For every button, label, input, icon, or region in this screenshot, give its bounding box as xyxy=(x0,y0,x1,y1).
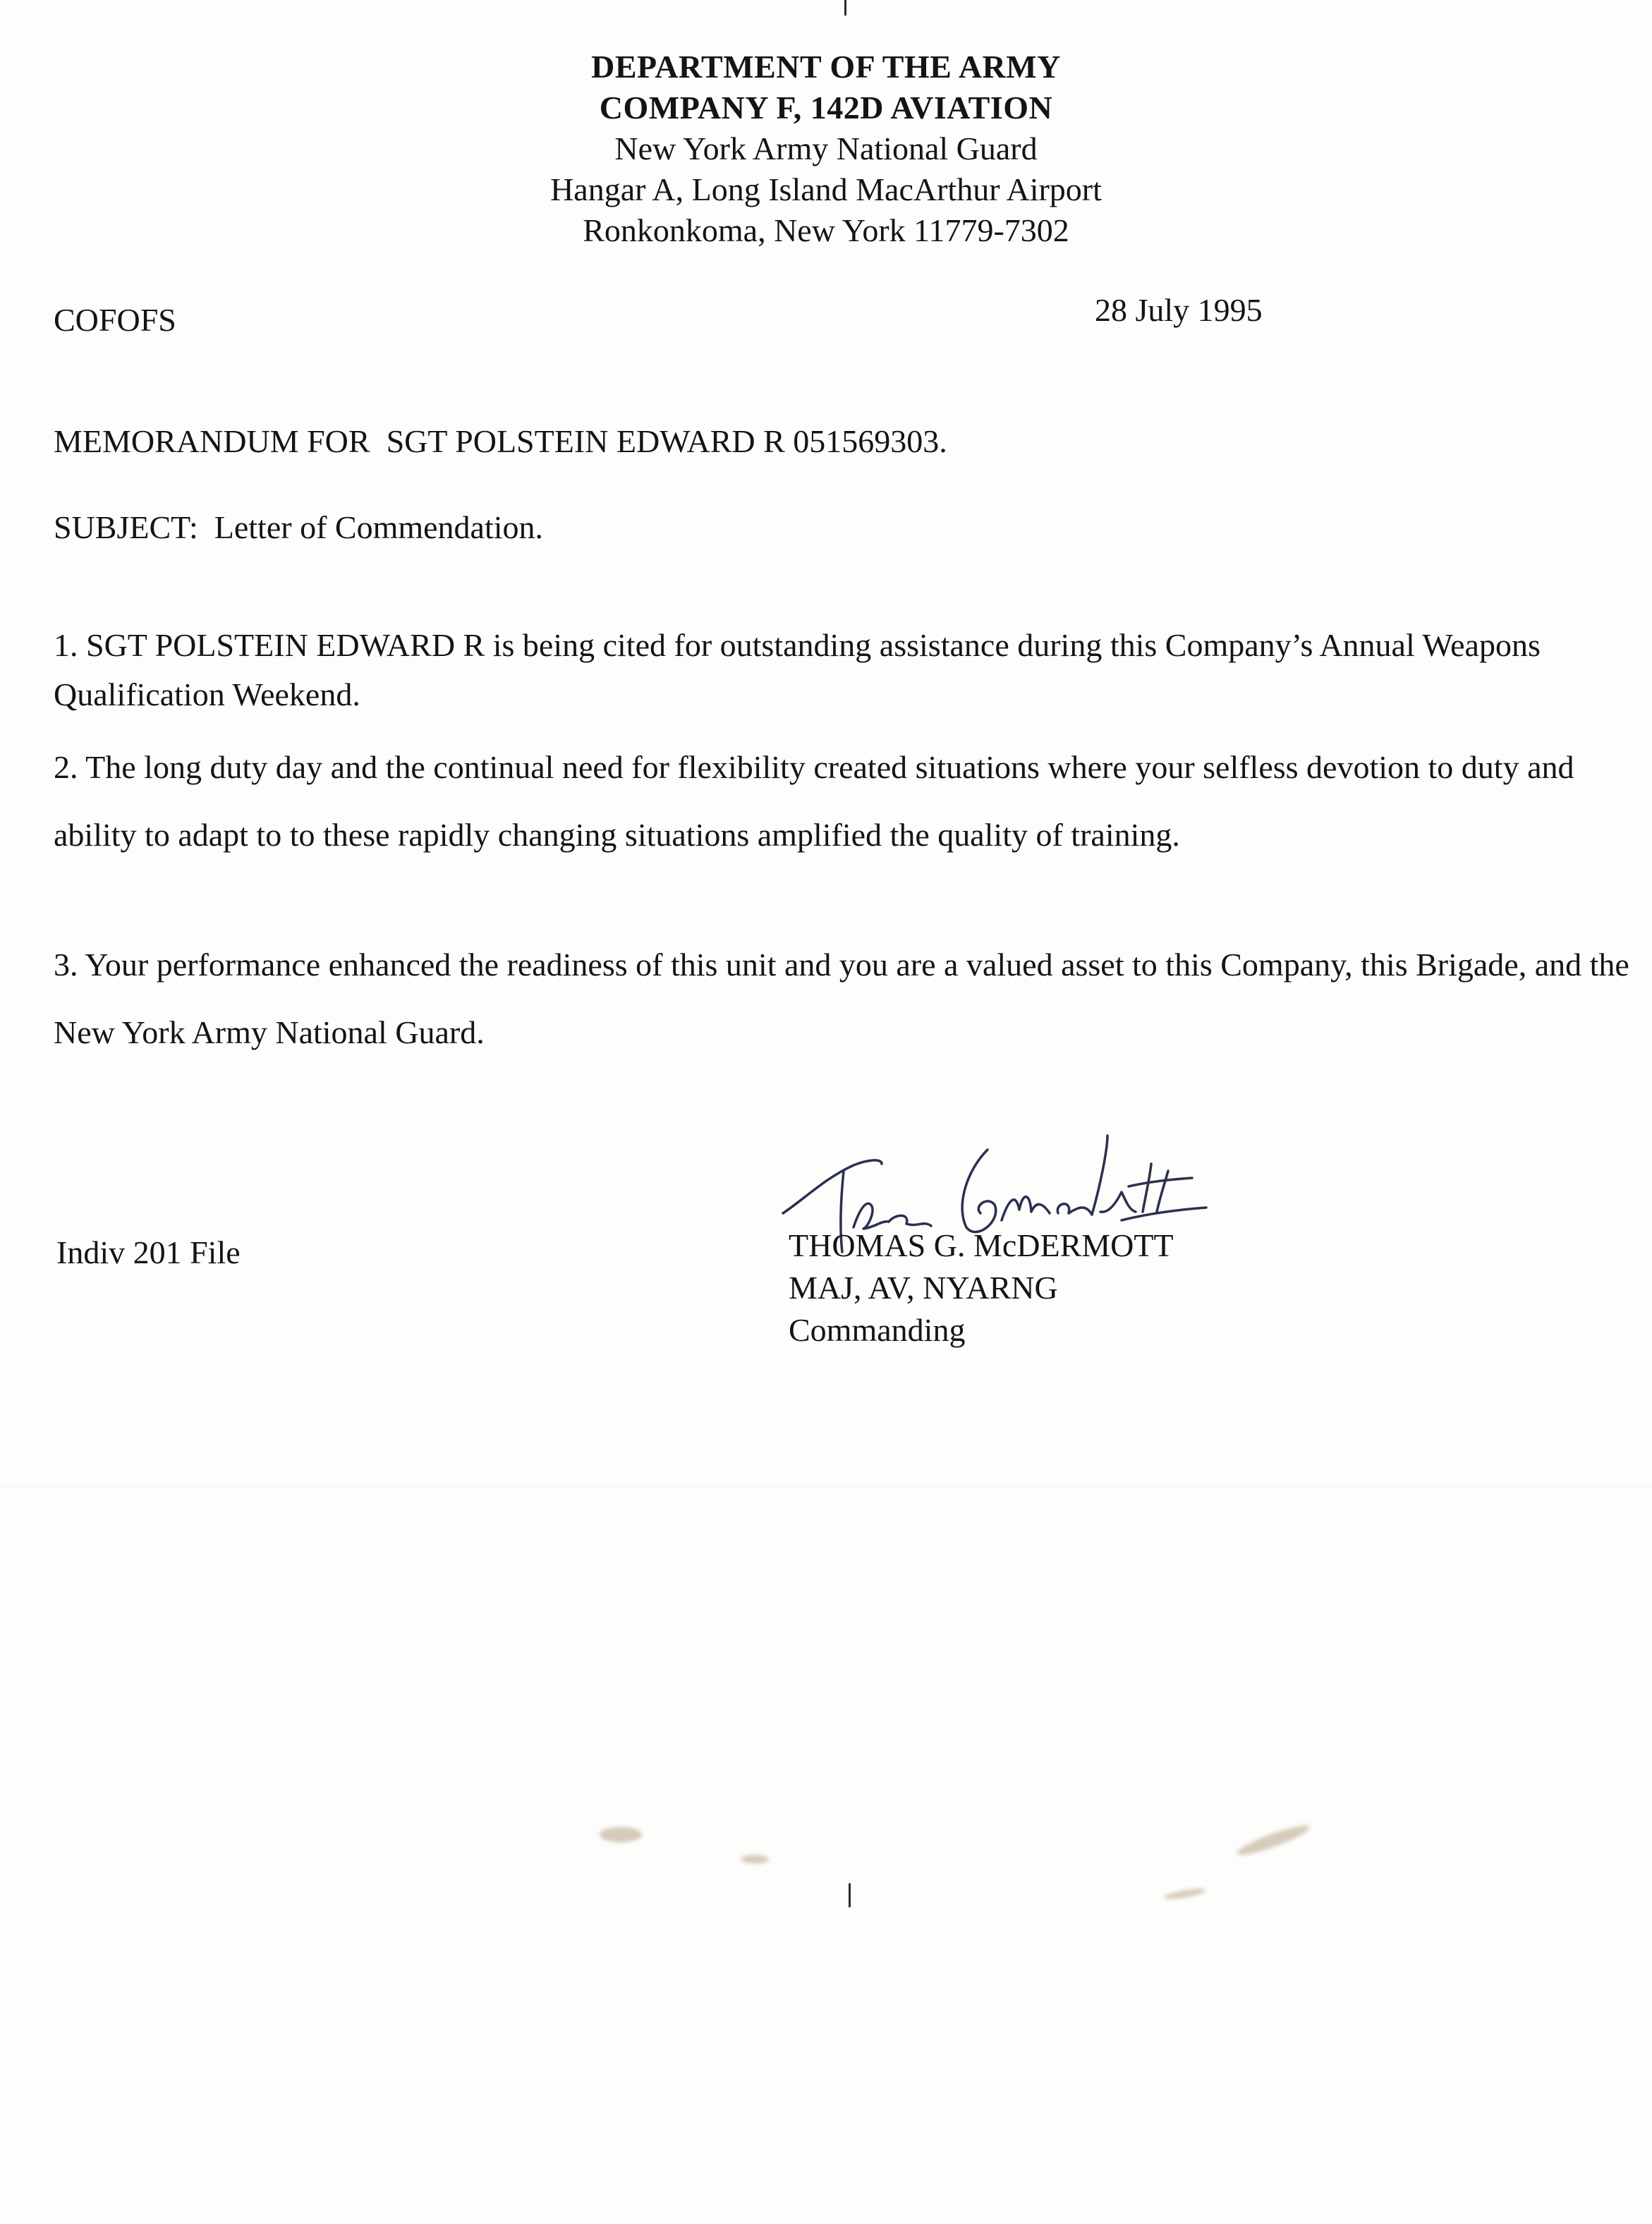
paper-fold-line xyxy=(0,1484,1652,1488)
signer-name: THOMAS G. McDERMOTT xyxy=(789,1227,1174,1263)
signer-rank: MAJ, AV, NYARNG xyxy=(789,1270,1058,1306)
letterhead-department: DEPARTMENT OF THE ARMY xyxy=(591,49,1061,85)
stain-mark xyxy=(741,1855,769,1864)
signature-block xyxy=(789,1225,1174,1351)
stain-mark xyxy=(1164,1887,1207,1901)
stain-mark xyxy=(1234,1821,1312,1860)
subject-line: SUBJECT: Letter of Commendation. xyxy=(54,509,544,545)
paragraph-1: 1. SGT POLSTEIN EDWARD R is being cited for outstanding assistance during this Company’s Annual Weapons Qualification Weekend. xyxy=(54,627,1541,712)
paragraph-3: 3. Your performance enhanced the readiness of this unit and you are a valued asset to this Company, this Brigade, and the New York Army National Guard. xyxy=(54,947,1629,1050)
file-note: Indiv 201 File xyxy=(56,1234,241,1270)
letterhead-organization: New York Army National Guard xyxy=(614,130,1038,166)
stain-mark xyxy=(600,1827,642,1842)
letterhead xyxy=(0,47,1652,251)
office-symbol: COFOFS xyxy=(54,302,176,338)
letterhead-address: Hangar A, Long Island MacArthur Airport xyxy=(550,171,1102,207)
letterhead-city: Ronkonkoma, New York 11779-7302 xyxy=(583,212,1069,248)
paragraph-2: 2. The long duty day and the continual need for flexibility created situations where your selfless devotion to duty and ability to adapt to to these rapidly changing situations amplified the quality of training. xyxy=(54,749,1574,853)
letter-date: 28 July 1995 xyxy=(1095,292,1263,328)
signer-title: Commanding xyxy=(789,1312,966,1348)
scan-mark xyxy=(849,1883,851,1907)
memorandum-for: MEMORANDUM FOR SGT POLSTEIN EDWARD R 051569303. xyxy=(54,423,947,459)
scan-mark xyxy=(844,0,846,16)
letterhead-company: COMPANY F, 142D AVIATION xyxy=(599,90,1053,126)
